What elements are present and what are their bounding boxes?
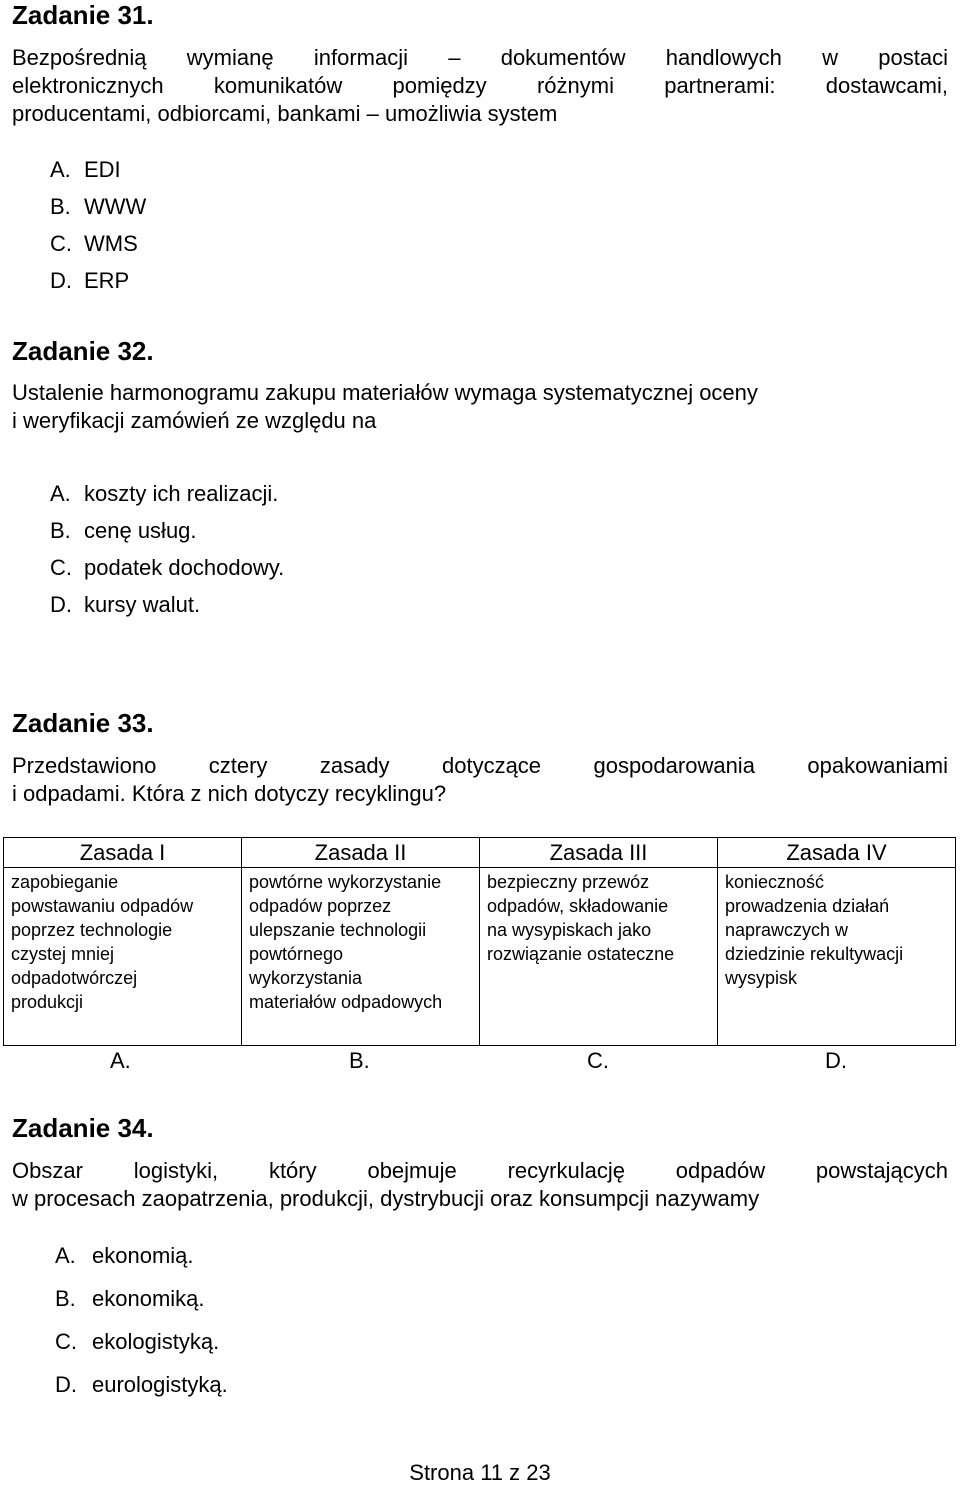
option-text: podatek dochodowy. xyxy=(84,555,285,580)
option-letter: C. xyxy=(55,1329,77,1354)
table-header: Zasada III xyxy=(480,838,718,868)
table-header-row xyxy=(4,838,956,868)
option-d[interactable] xyxy=(50,267,146,304)
page-number: Strona 11 z 23 xyxy=(409,1460,551,1485)
question-line: Bezpośrednią wymianę informacji – dokumentów handlowych w postaci xyxy=(12,45,948,70)
option-letter: B. xyxy=(55,1286,76,1311)
table-cell-zasada-4 xyxy=(718,868,956,1046)
question-line: elektronicznych komunikatów pomiędzy różnymi partnerami: dostawcami, xyxy=(12,73,948,98)
task-32-title: Zadanie 32. xyxy=(12,336,154,366)
task-34-title: Zadanie 34. xyxy=(12,1113,154,1143)
option-text: kursy walut. xyxy=(84,592,201,617)
cell-line: naprawczych w xyxy=(725,920,849,940)
option-c[interactable] xyxy=(50,230,146,267)
task-33-title: Zadanie 33. xyxy=(12,708,154,738)
task-32-question xyxy=(12,379,758,435)
option-letter: C. xyxy=(50,231,72,256)
task-31-question xyxy=(12,44,948,128)
table-header: Zasada II xyxy=(242,838,480,868)
option-letter: A. xyxy=(55,1243,76,1268)
option-text: ekonomią. xyxy=(92,1243,194,1268)
cell-line: bezpieczny przewóz xyxy=(487,872,650,892)
option-text: ekologistyką. xyxy=(92,1329,220,1354)
cell-line: poprzez technologie xyxy=(11,920,173,940)
cell-line: konieczność xyxy=(725,872,825,892)
table-cell-zasada-3 xyxy=(480,868,718,1046)
cell-line: powtórnego xyxy=(249,944,344,964)
question-line: w procesach zaopatrzenia, produkcji, dystrybucji oraz konsumpcji nazywamy xyxy=(12,1186,760,1211)
cell-line: produkcji xyxy=(11,992,84,1012)
answer-a[interactable]: A. xyxy=(110,1048,131,1073)
cell-line: dziedzinie rekultywacji xyxy=(725,944,904,964)
cell-line: odpadotwórczej xyxy=(11,968,138,988)
cell-line: odpadów poprzez xyxy=(249,896,392,916)
option-a[interactable] xyxy=(50,156,146,193)
cell-line: ulepszanie technologii xyxy=(249,920,427,940)
option-letter: B. xyxy=(50,518,71,543)
option-text: ekonomiką. xyxy=(92,1286,205,1311)
option-text: eurologistyką. xyxy=(92,1372,228,1397)
task-32-options xyxy=(50,480,284,628)
option-c[interactable] xyxy=(55,1328,228,1371)
table-cell-zasada-2 xyxy=(242,868,480,1046)
question-line: Ustalenie harmonogramu zakupu materiałów wymaga systematycznej oceny xyxy=(12,380,758,405)
question-line: i weryfikacji zamówień ze względu na xyxy=(12,408,377,433)
task-31-title: Zadanie 31. xyxy=(12,0,154,30)
option-text: ERP xyxy=(84,268,130,293)
principles-table xyxy=(3,837,956,1046)
option-text: koszty ich realizacji. xyxy=(84,481,279,506)
cell-line: prowadzenia działań xyxy=(725,896,890,916)
option-text: cenę usług. xyxy=(84,518,197,543)
cell-line: rozwiązanie ostateczne xyxy=(487,944,675,964)
answer-d[interactable]: D. xyxy=(825,1048,847,1073)
cell-line: wykorzystania xyxy=(249,968,363,988)
cell-line: materiałów odpadowych xyxy=(249,992,443,1012)
cell-line: powtórne wykorzystanie xyxy=(249,872,442,892)
option-letter: A. xyxy=(50,481,71,506)
question-line: producentami, odbiorcami, bankami – umożliwia system xyxy=(12,101,558,126)
question-line: i odpadami. Która z nich dotyczy recyklingu? xyxy=(12,781,447,806)
table-header: Zasada IV xyxy=(718,838,956,868)
question-line: Obszar logistyki, który obejmuje recyrkulację odpadów powstających xyxy=(12,1158,948,1183)
option-letter: D. xyxy=(50,268,72,293)
cell-line: odpadów, składowanie xyxy=(487,896,669,916)
cell-line: czystej mniej xyxy=(11,944,115,964)
option-b[interactable] xyxy=(50,193,146,230)
cell-line: powstawaniu odpadów xyxy=(11,896,194,916)
table-row xyxy=(4,868,956,1046)
option-a[interactable] xyxy=(55,1242,228,1285)
option-b[interactable] xyxy=(55,1285,228,1328)
option-letter: B. xyxy=(50,194,71,219)
cell-line: zapobieganie xyxy=(11,872,119,892)
table-cell-zasada-1 xyxy=(4,868,242,1046)
task-34-options xyxy=(55,1242,228,1414)
task-34-question xyxy=(12,1157,948,1213)
option-letter: D. xyxy=(50,592,72,617)
option-a[interactable] xyxy=(50,480,284,517)
option-text: WWW xyxy=(84,194,147,219)
question-line: Przedstawiono cztery zasady dotyczące gospodarowania opakowaniami xyxy=(12,753,948,778)
option-letter: A. xyxy=(50,157,71,182)
option-c[interactable] xyxy=(50,554,284,591)
task-31-options xyxy=(50,156,146,304)
option-text: WMS xyxy=(84,231,138,256)
answer-c[interactable]: C. xyxy=(587,1048,609,1073)
option-b[interactable] xyxy=(50,517,284,554)
option-text: EDI xyxy=(84,157,121,182)
option-letter: D. xyxy=(55,1372,77,1397)
option-d[interactable] xyxy=(50,591,284,628)
cell-line: wysypisk xyxy=(725,968,798,988)
table-header: Zasada I xyxy=(4,838,242,868)
option-letter: C. xyxy=(50,555,72,580)
answer-b[interactable]: B. xyxy=(349,1048,370,1073)
option-d[interactable] xyxy=(55,1371,228,1414)
cell-line: na wysypiskach jako xyxy=(487,920,652,940)
task-33-question xyxy=(12,752,948,808)
